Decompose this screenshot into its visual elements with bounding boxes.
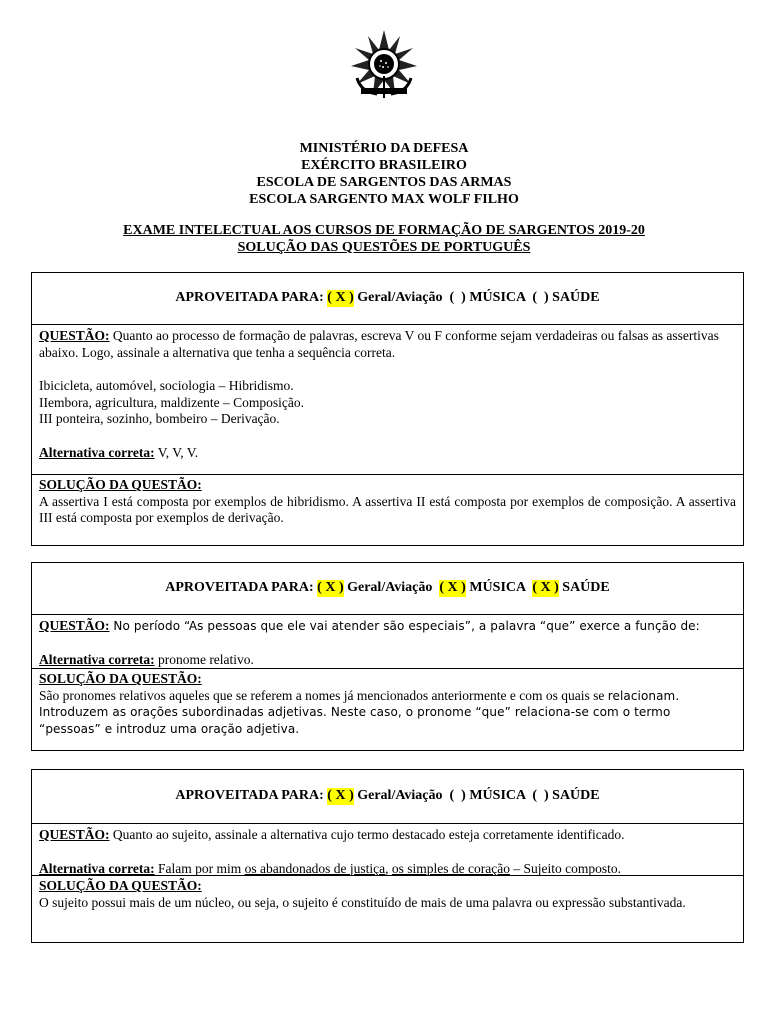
header-line-army: EXÉRCITO BRASILEIRO (301, 158, 467, 173)
aprov-label: APROVEITADA PARA: (165, 580, 318, 596)
answer-label: Alternativa correta: (39, 860, 155, 876)
solution-text-part2: relacionam. Introduzem as orações subordinadas adjetivas. Neste caso, o pronome “que” relaciona-se com o termo “pessoas” e introduz uma oração adjetiva. (39, 688, 680, 736)
mark-geral: ( X ) (317, 580, 344, 596)
aprov-options: Geral/Aviação ( ) MÚSICA ( ) SAÚDE (353, 788, 600, 804)
solution-label: SOLUÇÃO DA QUESTÃO: (39, 477, 202, 492)
question-label: QUESTÃO: (39, 328, 110, 343)
header-line-ministry: MINISTÉRIO DA DEFESA (299, 141, 469, 156)
solution-row (32, 475, 743, 527)
solution-text: A assertiva I está composta por exemplos de hibridismo. A assertiva II está composta por exemplos de composição. A assertiva III está composta por exemplos de derivação. (39, 493, 736, 525)
solution-label: SOLUÇÃO DA QUESTÃO: (39, 671, 202, 686)
question-row (32, 824, 743, 876)
answer-label: Alternativa correta: (39, 651, 155, 667)
aprov-label: APROVEITADA PARA: (175, 290, 328, 306)
aprov-option-musica: MÚSICA (465, 580, 533, 596)
question-box-3 (31, 769, 744, 943)
question-text: Quanto ao sujeito, assinale a alternativa cujo termo destacado esteja corretamente identificado. (109, 827, 625, 842)
aprov-option-geral: Geral/Aviação (343, 580, 440, 596)
assertive-3: III ponteira, sozinho, bombeiro – Derivação. (39, 411, 280, 426)
solution-text: O sujeito possui mais de um núcleo, ou seja, o sujeito é constituído de mais de uma palavra ou expressão substantivada. (39, 894, 686, 910)
answer-underlined-2: os simples de coração (391, 860, 511, 876)
answer-text-pre: Falam por mim (154, 860, 245, 876)
mark-geral: ( X ) (327, 788, 354, 804)
answer-underlined-1: os abandonados de justiça (244, 860, 386, 876)
answer-label: Alternativa correta: (39, 444, 155, 460)
answer-text: pronome relativo. (154, 651, 254, 667)
assertive-1: Ibicicleta, automóvel, sociologia – Hibridismo. (39, 378, 294, 393)
question-box-2 (31, 562, 744, 751)
mark-saude: ( X ) (532, 580, 559, 596)
solution-label: SOLUÇÃO DA QUESTÃO: (39, 878, 202, 893)
aprov-row (32, 770, 743, 824)
solution-row (32, 876, 743, 911)
answer-text-post: – Sujeito composto. (510, 860, 622, 876)
assertive-2: IIembora, agricultura, maldizente – Composição. (39, 394, 305, 410)
solution-row (32, 669, 743, 737)
answer-text-mid: , (385, 860, 392, 876)
aprov-option-saude: SAÚDE (558, 580, 610, 596)
exam-title-line1: EXAME INTELECTUAL AOS CURSOS DE FORMAÇÃO DE SARGENTOS 2019-20 (123, 223, 645, 238)
question-box-1 (31, 272, 744, 546)
institution-header (0, 140, 768, 208)
question-text: No período “As pessoas que ele vai atender são especiais”, a palavra “que” exerce a função de: (109, 619, 700, 633)
aprov-row (32, 563, 743, 615)
mark-musica: ( X ) (439, 580, 466, 596)
exam-title-line2: SOLUÇÃO DAS QUESTÕES DE PORTUGUÊS (237, 240, 531, 255)
aprov-label: APROVEITADA PARA: (175, 788, 328, 804)
question-text: Quanto ao processo de formação de palavras, escreva V ou F conforme sejam verdadeiras ou falsas as assertivas abaixo. Logo, assinale a alternativa que tenha a sequência correta. (39, 328, 719, 360)
aprov-options: Geral/Aviação ( ) MÚSICA ( ) SAÚDE (353, 290, 600, 306)
question-row (32, 615, 743, 669)
aprov-row (32, 273, 743, 325)
exam-title (0, 222, 768, 256)
header-line-school: ESCOLA DE SARGENTOS DAS ARMAS (256, 175, 512, 190)
question-row (32, 325, 743, 475)
mark-geral: ( X ) (327, 290, 354, 306)
answer-text: V, V, V. (154, 444, 199, 460)
question-label: QUESTÃO: (39, 618, 110, 633)
solution-text-part1: São pronomes relativos aqueles que se referem a nomes já mencionados anteriormente e com os quais se (39, 687, 608, 703)
brazil-coat-of-arms-emblem (347, 28, 421, 102)
header-line-school-name: ESCOLA SARGENTO MAX WOLF FILHO (249, 192, 519, 207)
question-label: QUESTÃO: (39, 827, 110, 842)
